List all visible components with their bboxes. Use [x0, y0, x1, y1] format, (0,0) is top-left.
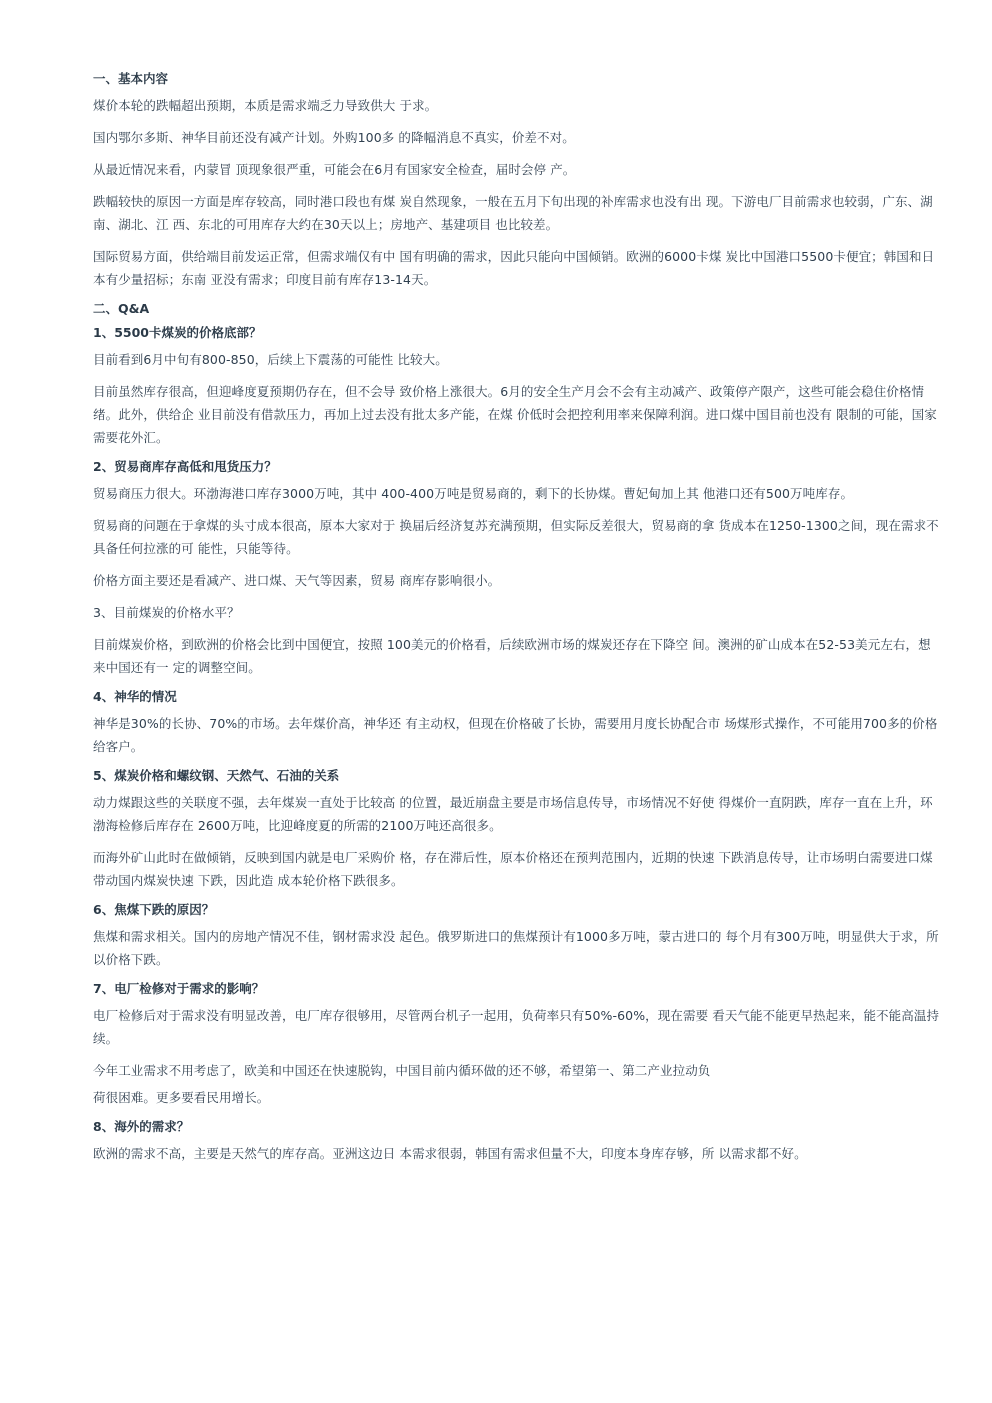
- question-title: 4、神华的情况: [93, 689, 177, 704]
- paragraph: 欧洲的需求不高，主要是天然气的库存高。亚洲这边日 本需求很弱，韩国有需求但量不大，印度本身库存够，所 以需求都不好。: [93, 1146, 807, 1161]
- paragraph: 煤价本轮的跌幅超出预期，本质是需求端乏力导致供大 于求。: [93, 98, 438, 113]
- question-title: 3、目前煤炭的价格水平？: [93, 605, 240, 620]
- paragraph: 目前看到6月中旬有800-850，后续上下震荡的可能性 比较大。: [93, 352, 448, 367]
- paragraph: 贸易商的问题在于拿煤的头寸成本很高，原本大家对于 换届后经济复苏充满预期，但实际反差很大，贸易商的拿 货成本在1250-1300之间，现在需求不具备任何拉涨的可 能性，只能等待。: [93, 518, 939, 556]
- question-title: 8、海外的需求？: [93, 1119, 190, 1134]
- paragraph: 荷很困难。更多要看民用增长。: [93, 1090, 270, 1105]
- section-heading-basic: 一、基本内容: [93, 71, 169, 86]
- paragraph: 价格方面主要还是看减产、进口煤、天气等因素，贸易 商库存影响很小。: [93, 573, 501, 588]
- paragraph: 目前煤炭价格，到欧洲的价格会比到中国便宜，按照 100美元的价格看，后续欧洲市场的煤炭还存在下降空 间。澳洲的矿山成本在52-53美元左右，想来中国还有一 定的调整空间。: [93, 637, 931, 675]
- paragraph: 跌幅较快的原因一方面是库存较高，同时港口段也有煤 炭自然现象，一般在五月下旬出现的补库需求也没有出 现。下游电厂目前需求也较弱，广东、湖南、湖北、江 西、东北的可用库存大约在30天以上；房地产、基建项目 也比较差。: [93, 194, 933, 232]
- document-body: [93, 70, 943, 1174]
- question-title: 6、焦煤下跌的原因？: [93, 902, 215, 917]
- paragraph: 今年工业需求不用考虑了，欧美和中国还在快速脱钩，中国目前内循环做的还不够，希望第一、第二产业拉动负: [93, 1063, 711, 1078]
- paragraph: 电厂检修后对于需求没有明显改善，电厂库存很够用，尽管两台机子一起用，负荷率只有50%-60%，现在需要 看天气能不能更早热起来，能不能高温持续。: [93, 1008, 940, 1046]
- paragraph: 焦煤和需求相关。国内的房地产情况不佳，钢材需求没 起色。俄罗斯进口的焦煤预计有1000多万吨，蒙古进口的 每个月有300万吨，明显供大于求，所以价格下跌。: [93, 929, 939, 967]
- paragraph: 从最近情况来看，内蒙冒 顶现象很严重，可能会在6月有国家安全检查，届时会停 产。: [93, 162, 576, 177]
- question-title: 2、贸易商库存高低和甩货压力？: [93, 459, 277, 474]
- paragraph: 贸易商压力很大。环渤海港口库存3000万吨，其中 400-400万吨是贸易商的，剩下的长协煤。曹妃甸加上其 他港口还有500万吨库存。: [93, 486, 854, 501]
- paragraph: 国际贸易方面，供给端目前发运正常，但需求端仅有中 国有明确的需求，因此只能向中国倾销。欧洲的6000卡煤 炭比中国港口5500卡便宜；韩国和日本有少量招标；东南 亚没有需求；印度目前有库存13-14天。: [93, 249, 935, 287]
- paragraph: 动力煤跟这些的关联度不强，去年煤炭一直处于比较高 的位置，最近崩盘主要是市场信息传导，市场情况不好使 得煤价一直阴跌，库存一直在上升，环渤海检修后库存在 2600万吨，比迎峰度夏的所需的2100万吨还高很多。: [93, 795, 933, 833]
- section-heading-qa: 二、Q&A: [93, 301, 150, 316]
- paragraph: 目前虽然库存很高，但迎峰度夏预期仍存在，但不会导 致价格上涨很大。6月的安全生产月会不会有主动减产、政策停产限产，这些可能会稳住价格情绪。此外，供给企 业目前没有借款压力，再加上过去没有批太多产能，在煤 价低时会把控利用率来保障利润。进口煤中国目前也没有 限制的可能，国家需要花外汇。: [93, 384, 937, 445]
- paragraph: 国内鄂尔多斯、神华目前还没有减产计划。外购100多 的降幅消息不真实，价差不对。: [93, 130, 575, 145]
- question-title: 7、电厂检修对于需求的影响？: [93, 981, 265, 996]
- paragraph: 神华是30%的长协、70%的市场。去年煤价高，神华还 有主动权，但现在价格破了长协，需要用月度长协配合市 场煤形式操作，不可能用700多的价格给客户。: [93, 716, 938, 754]
- paragraph: 而海外矿山此时在做倾销，反映到国内就是电厂采购价 格，存在滞后性，原本价格还在预判范围内，近期的快速 下跌消息传导，让市场明白需要进口煤带动国内煤炭快速 下跌，因此造 成本轮价格下跌很多。: [93, 850, 933, 888]
- question-title: 5、煤炭价格和螺纹钢、天然气、石油的关系: [93, 768, 340, 783]
- question-title: 1、5500卡煤炭的价格底部？: [93, 325, 262, 340]
